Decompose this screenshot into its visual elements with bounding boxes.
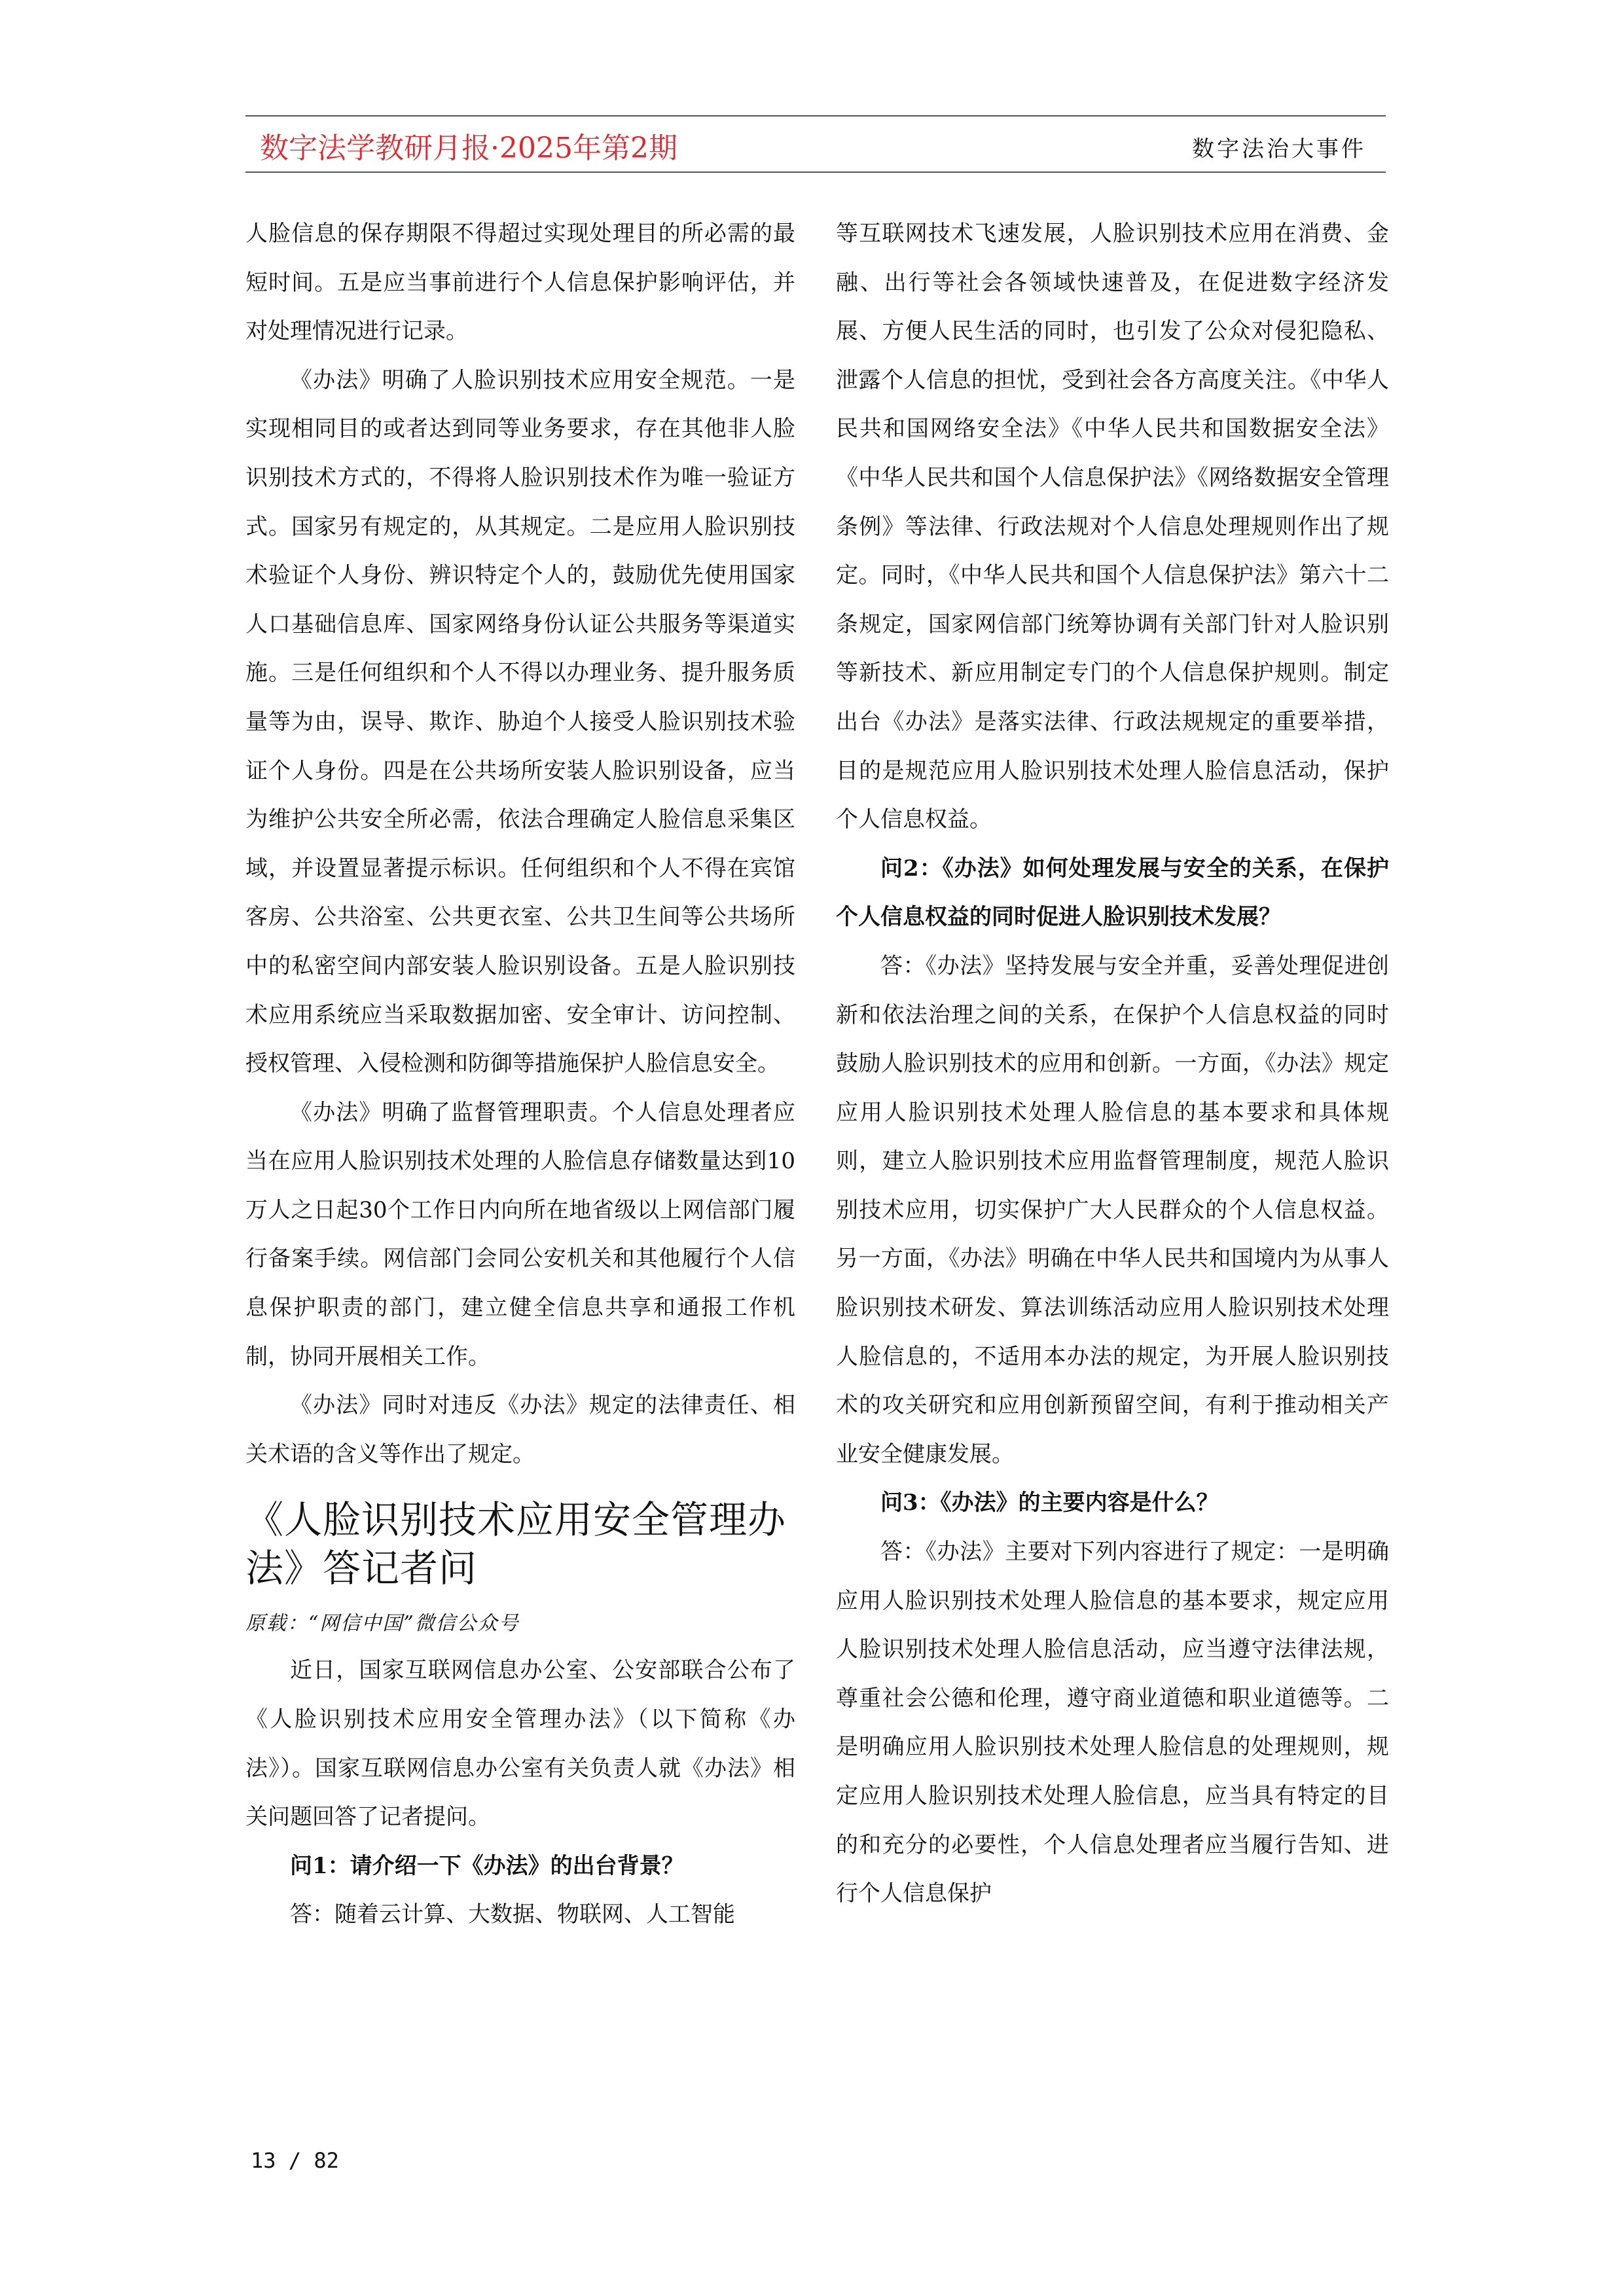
right-column (836, 209, 1389, 2081)
page-number: 13 / 82 (251, 2148, 339, 2173)
paragraph: 《办法》明确了人脸识别技术应用安全规范。一是实现相同目的或者达到同等业务要求，存在其他非人脸识别技术方式的，不得将人脸识别技术作为唯一验证方式。国家另有规定的，从其规定。二是应用人脸识别技术验证个人身份、辨识特定个人的，鼓励优先使用国家人口基础信息库、国家网络身份认证公共服务等渠道实施。三是任何组织和个人不得以办理业务、提升服务质量等为由，误导、欺诈、胁迫个人接受人脸识别技术验证个人身份。四是在公共场所安装人脸识别设备，应当为维护公共安全所必需，依法合理确定人脸信息采集区域，并设置显著提示标识。任何组织和个人不得在宾馆客房、公共浴室、公共更衣室、公共卫生间等公共场所中的私密空间内部安装人脸识别设备。五是人脸识别技术应用系统应当采取数据加密、安全审计、访问控制、授权管理、入侵检测和防御等措施保护人脸信息安全。 (245, 367, 795, 1077)
article-title: 《人脸识别技术应用安全管理办法》答记者问 (245, 1498, 787, 1591)
question-heading: 问2：《办法》如何处理发展与安全的关系，在保护个人信息权益的同时促进人脸识别技术发展？ (836, 855, 1389, 931)
answer-paragraph: 答：《办法》坚持发展与安全并重，妥善处理促进创新和依法治理之间的关系，在保护个人信息权益的同时鼓励人脸识别技术的应用和创新。一方面，《办法》规定应用人脸识别技术处理人脸信息的基本要求和具体规则，建立人脸识别技术应用监督管理制度，规范人脸识别技术应用，切实保护广大人民群众的个人信息权益。另一方面，《办法》明确在中华人民共和国境内为从事人脸识别技术研发、算法训练活动应用人脸识别技术处理人脸信息的，不适用本办法的规定，为开展人脸识别技术的攻关研究和应用创新预留空间，有利于推动相关产业安全健康发展。 (836, 952, 1389, 1467)
paragraph: 《办法》明确了监督管理职责。个人信息处理者应当在应用人脸识别技术处理的人脸信息存储数量达到10万人之日起30个工作日内向所在地省级以上网信部门履行备案手续。网信部门会同公安机关和其他履行个人信息保护职责的部门，建立健全信息共享和通报工作机制，协同开展相关工作。 (245, 1099, 795, 1370)
paragraph: 《办法》同时对违反《办法》规定的法律责任、相关术语的含义等作出了规定。 (245, 1392, 795, 1467)
left-column (245, 209, 795, 2081)
header-top-rule (245, 115, 1386, 117)
header-bottom-rule (245, 171, 1386, 173)
paragraph: 人脸信息的保存期限不得超过实现处理目的所必需的最短时间。五是应当事前进行个人信息保护影响评估，并对处理情况进行记录。 (245, 221, 795, 345)
answer-paragraph: 答：《办法》主要对下列内容进行了规定：一是明确应用人脸识别技术处理人脸信息的基本要求，规定应用人脸识别技术处理人脸信息活动，应当遵守法律法规，尊重社会公德和伦理，遵守商业道德和职业道德等。二是明确应用人脸识别技术处理人脸信息的处理规则，规定应用人脸识别技术处理人脸信息，应当具有特定的目的和充分的必要性，个人信息处理者应当履行告知、进行个人信息保护 (836, 1539, 1389, 1907)
journal-title: 数字法学教研月报·2025年第2期 (260, 132, 677, 165)
question-heading: 问1：请介绍一下《办法》的出台背景？ (290, 1852, 684, 1879)
answer-paragraph: 等互联网技术飞速发展，人脸识别技术应用在消费、金融、出行等社会各领域快速普及，在促进数字经济发展、方便人民生活的同时，也引发了公众对侵犯隐私、泄露个人信息的担忧，受到社会各方高度关注。《中华人民共和国网络安全法》《中华人民共和国数据安全法》《中华人民共和国个人信息保护法》《网络数据安全管理条例》等法律、行政法规对个人信息处理规则作出了规定。同时，《中华人民共和国个人信息保护法》第六十二条规定，国家网信部门统筹协调有关部门针对人脸识别等新技术、新应用制定专门的个人信息保护规则。制定出台《办法》是落实法律、行政法规规定的重要举措，目的是规范应用人脸识别技术处理人脸信息活动，保护个人信息权益。 (836, 221, 1389, 833)
paragraph: 近日，国家互联网信息办公室、公安部联合公布了《人脸识别技术应用安全管理办法》（以下简称《办法》）。国家互联网信息办公室有关负责人就《办法》相关问题回答了记者提问。 (245, 1657, 795, 1831)
article-source: 原载：“网信中国”微信公众号 (245, 1612, 520, 1636)
section-title: 数字法治大事件 (1192, 136, 1366, 162)
question-heading: 问3：《办法》的主要内容是什么？ (880, 1490, 1219, 1516)
page-header (245, 115, 1386, 173)
answer-paragraph: 答：随着云计算、大数据、物联网、人工智能 (290, 1901, 735, 1928)
